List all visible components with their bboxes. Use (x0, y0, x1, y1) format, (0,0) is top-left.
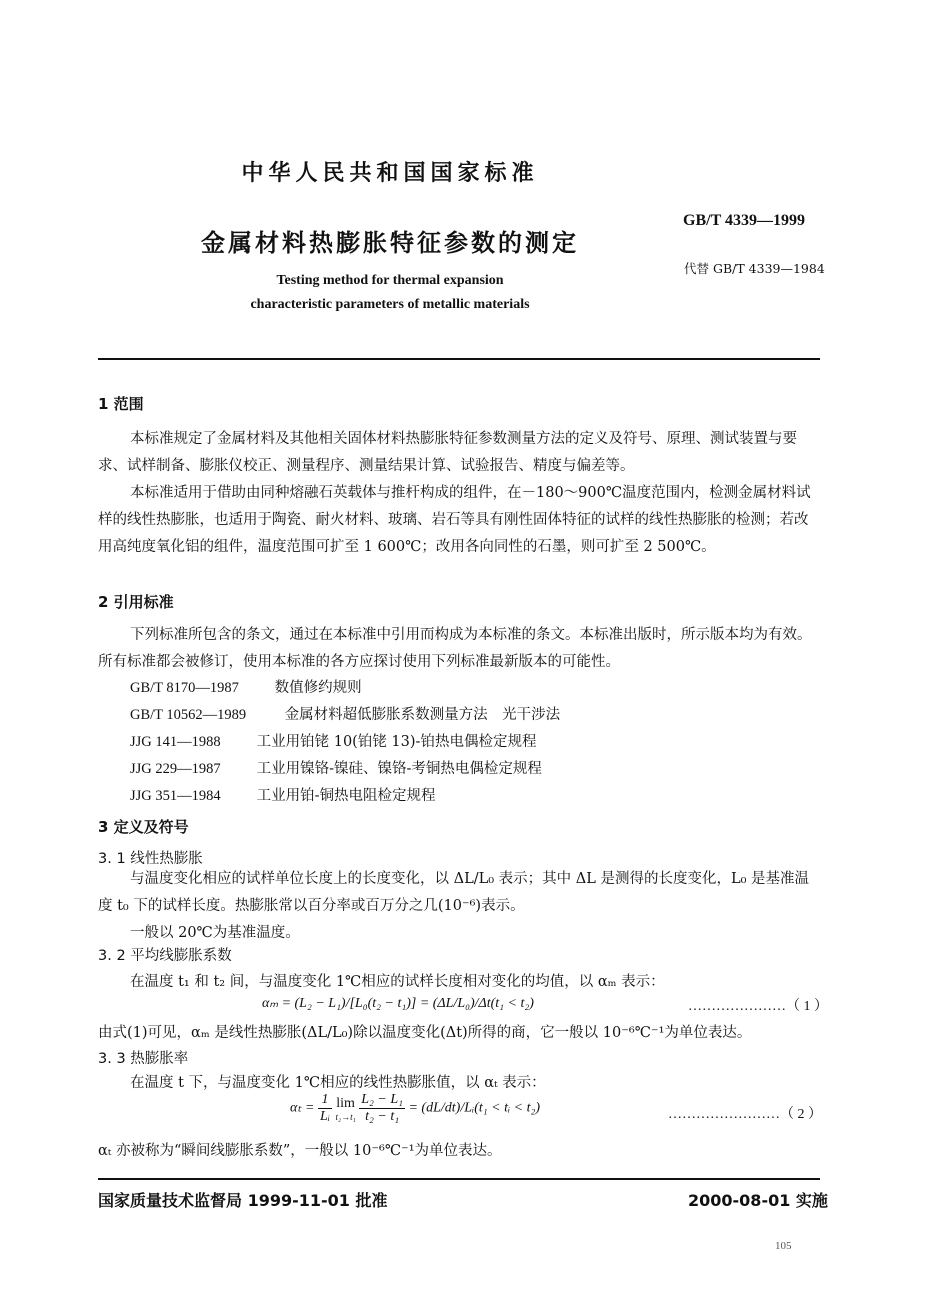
section3-heading: 3 定义及符号 (98, 818, 189, 836)
formula-2-fraction-1-denominator: Lᵢ (319, 1109, 330, 1124)
document-title-en-line2: characteristic parameters of metallic materials (250, 297, 530, 312)
document-title-cn: 金属材料热膨胀特征参数的测定 (201, 229, 579, 257)
formula-2-fraction-1 (318, 1092, 332, 1125)
subsection-3-3-paragraph1: 在温度 t 下，与温度变化 1℃相应的线性热膨胀值，以 αₜ 表示： (130, 1075, 546, 1091)
subsection-3-1-paragraph2: 一般以 20℃为基准温度。 (130, 925, 300, 941)
formula-2-fraction-1-numerator: 1 (318, 1092, 332, 1109)
section2-heading: 2 引用标准 (98, 593, 174, 611)
formula-2-limit (335, 1096, 355, 1122)
section2-paragraph1: 下列标准所包含的条文，通过在本标准中引用而构成为本标准的条文。本标准出版时，所示版本均为有效。所有标准都会被修订，使用本标准的各方应探讨使用下列标准最新版本的可能性。 (98, 627, 812, 670)
reference-code: JJG 141—1988 (130, 734, 221, 750)
subsection-3-2-paragraph1: 在温度 t₁ 和 t₂ 间，与温度变化 1℃相应的试样长度相对变化的均值，以 αₘ 表示： (130, 974, 665, 990)
formula-2-lhs: αₜ = (290, 1100, 318, 1116)
document-title-en-line1: Testing method for thermal expansion (276, 273, 504, 288)
section1-paragraph2: 本标准适用于借助由同种熔融石英载体与推杆构成的组件，在－180～900℃温度范围内，检测金属材料试样的线性热膨胀，也适用于陶瓷、耐火材料、玻璃、岩石等具有刚性固体特征的试样的线性热膨胀的检测；若改用高纯度氧化铝的组件，温度范围可扩至 1 600℃；改用各向同性的石墨，则可扩至 2 500℃。 (98, 485, 811, 555)
reference-code: GB/T 8170—1987 (130, 680, 239, 696)
header-rule (98, 358, 820, 360)
reference-item (130, 676, 362, 697)
reference-name: 工业用镍铬-镍硅、镍铬-考铜热电偶检定规程 (256, 761, 542, 777)
formula-2 (290, 1092, 540, 1125)
reference-name: 数值修约规则 (274, 680, 362, 696)
section1-paragraph1: 本标准规定了金属材料及其他相关固体材料热膨胀特征参数测量方法的定义及符号、原理、测试装置与要求、试样制备、膨胀仪校正、测量程序、测量结果计算、试验报告、精度与偏差等。 (98, 431, 797, 474)
section1-heading: 1 范围 (98, 395, 144, 413)
formula-1: αₘ = (L₂ − L₁)/[L₀(t₂ − t₁)] = (ΔL/L₀)/Δt(t₁ < t₂) (262, 996, 534, 1011)
page-number: 105 (775, 1240, 792, 1252)
reference-item (130, 730, 536, 751)
formula-2-limit-label: lim (336, 1095, 355, 1111)
reference-name: 工业用铂铑 10(铂铑 13)-铂热电偶检定规程 (256, 734, 537, 750)
reference-item (130, 784, 436, 805)
reference-name: 金属材料超低膨胀系数测量方法 光干涉法 (284, 707, 561, 723)
formula-2-fraction-2-numerator: L₂ − L₁ (361, 1092, 403, 1107)
formula-2-number: ……………………（ 2 ） (668, 1107, 822, 1122)
formula-1-number: …………………（ 1 ） (688, 999, 828, 1014)
subsection-3-3-paragraph2: αₜ 亦被称为“瞬间线膨胀系数”，一般以 10⁻⁶℃⁻¹为单位表达。 (98, 1143, 502, 1159)
subsection-3-2-heading: 3. 2 平均线膨胀系数 (98, 948, 232, 964)
formula-2-rhs: = (dL/dt)/Lᵢ(t₁ < tᵢ < t₂) (408, 1100, 541, 1116)
subsection-3-3-heading: 3. 3 热膨胀率 (98, 1051, 189, 1067)
subsection-3-1-heading: 3. 1 线性热膨胀 (98, 851, 203, 867)
footer-rule (98, 1178, 820, 1180)
replaces-standard: 代替 GB/T 4339—1984 (684, 261, 825, 276)
approval-date: 国家质量技术监督局 1999-11-01 批准 (98, 1191, 388, 1210)
reference-code: GB/T 10562—1989 (130, 707, 247, 723)
formula-2-fraction-2 (359, 1092, 405, 1125)
formula-2-fraction-2-denominator: t₂ − t₁ (365, 1109, 400, 1124)
formula-2-limit-subscript: t₂→t₁ (335, 1111, 356, 1122)
national-standard-heading: 中华人民共和国国家标准 (241, 161, 539, 186)
reference-item (130, 757, 542, 778)
implementation-date: 2000-08-01 实施 (688, 1191, 828, 1210)
reference-code: JJG 229—1987 (130, 761, 221, 777)
standard-code: GB/T 4339—1999 (683, 212, 805, 229)
subsection-3-1-paragraph1: 与温度变化相应的试样单位长度上的长度变化，以 ΔL/L₀ 表示；其中 ΔL 是测得的长度变化，L₀ 是基准温度 t₀ 下的试样长度。热膨胀常以百分率或百万分之几(10⁻⁶)表示。 (98, 871, 810, 914)
reference-item (130, 703, 560, 724)
reference-name: 工业用铂-铜热电阻检定规程 (256, 788, 436, 804)
reference-code: JJG 351—1984 (130, 788, 221, 804)
subsection-3-2-paragraph2: 由式(1)可见，αₘ 是线性热膨胀(ΔL/L₀)除以温度变化(Δt)所得的商，它一般以 10⁻⁶℃⁻¹为单位表达。 (98, 1025, 752, 1041)
